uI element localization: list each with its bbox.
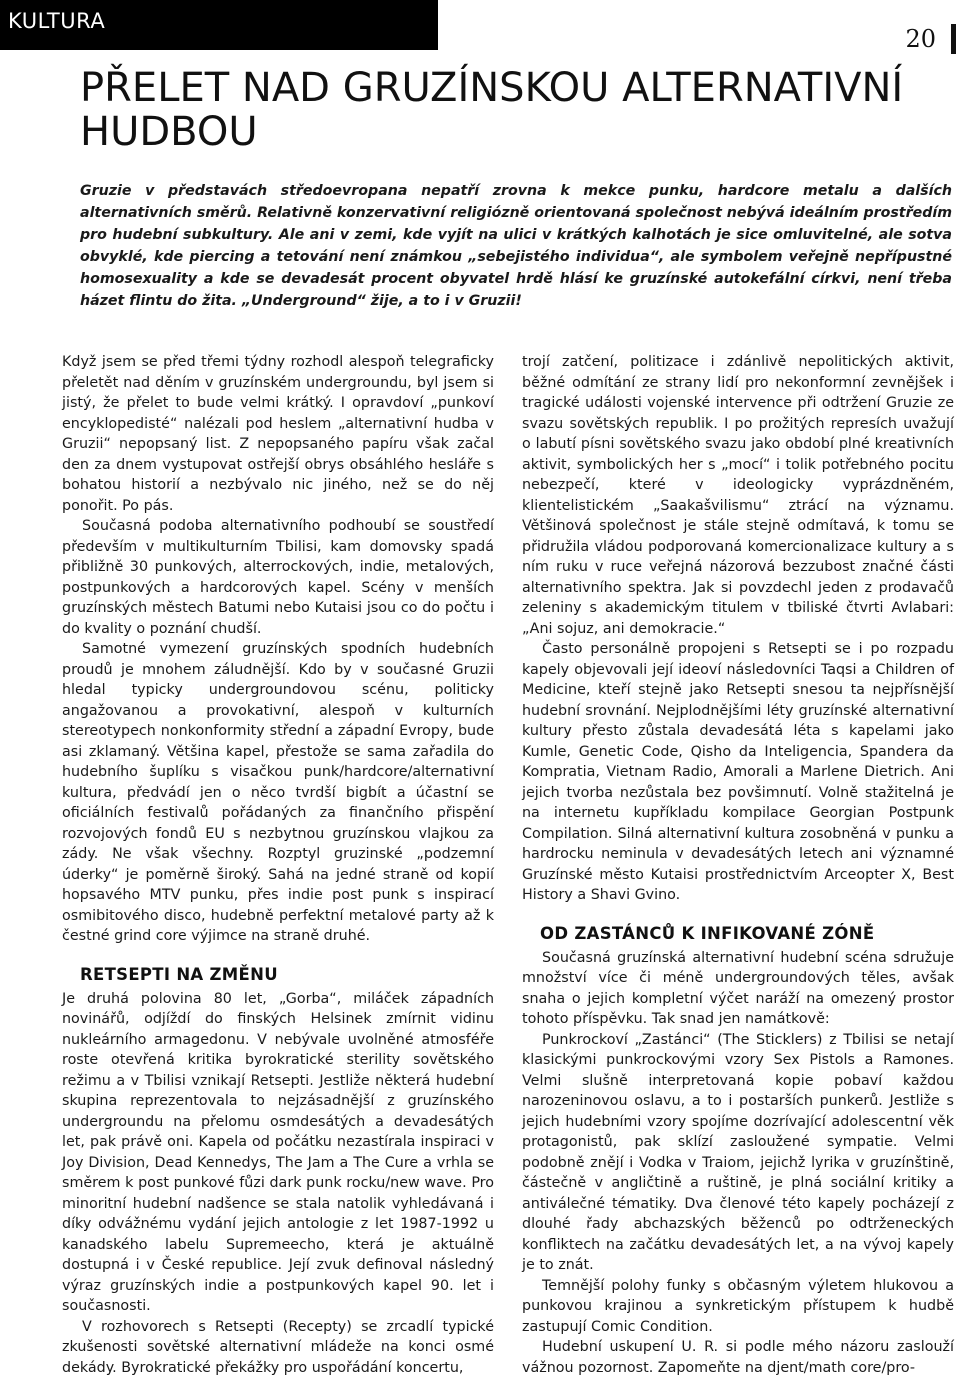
body-paragraph: Často personálně propojeni s Retsepti se i po rozpadu kapely objevovali její ideoví následovníci Taqsi a Children of Medicine, kteří stejně jako Retsepti snesou ta nejpřísnější hudební srovnání. Nejplodnějšími léty gruzínské alternativní kultury přesto zůstala devadesátá léta s kapelami jako Kumle, Genetic Code, Qisho da Inteligencia, Spandera da Kompratia, Vietnam Radio, Amorali a Marlene Dietrich. Ani jejich tvorba nezůstala bez povšimnutí. Volně stažitelná je na internetu kupříkladu kompilace Georgian Postpunk Compilation. Silná alternativní kultura zosobněná v punku a hardrocku neminula v devadesátých letech ani významné Gruzínské město Kutaisi prostřednictvím Arceopter X, Best History a Shavi Gvino. — [522, 641, 954, 903]
body-paragraph: Hudební uskupení U. R. si podle mého názoru zaslouží vážnou pozornost. Zapomeňte na djent/math core/pro- — [522, 1339, 954, 1376]
section-heading: RETSEPTI NA ZMĚNU — [80, 964, 278, 984]
body-paragraph: Současná podoba alternativního podhoubí se soustředí především v multikulturním Tbilisi, kam domovsky spadá přibližně 30 punkových, alterrockových, indie, metalových, postpunkových a hardcorových kapel. Scény v menších gruzínských městech Batumi nebo Kutaisi jsou co do počtu i do kvality o poznání chudší. — [62, 518, 494, 637]
body-paragraph: Je druhá polovina 80 let, „Gorba“, miláček západních novinářů, odjíždí do finských Helsinek zmírnit vidinu nukleárního armagedonu. V nebývale uvolněné atmosféře roste otevřená kritika byrokratické sterility sovětského režimu a v Tbilisi vznikají Retsepti. Jestliže některá hudební skupina reprezentovala to nejzásadnější z gruzínského undergroundu na přelomu osmdesátých a devadesátých let, pak právě oni. Kapela od počátku nezastírala inspiraci v Joy Division, Dead Kennedys, The Jam a The Cure a vrhla se směrem k post punkové fůzi dark punk rocku/new wave. Pro minoritní hudební nadšence se stala natolik vyhledávaná i díky odvážnému vydání jejich antologie z let 1987-1992 u kanadského labelu Supremeecho, která je aktuálně dostupná i v České republice. Její zvuk definoval následný výraz gruzínských indie a postpunkových kapel 90. let i současnosti. — [62, 990, 494, 1314]
right-column — [522, 352, 954, 1378]
body-paragraph: Temnější polohy funky s občasným výletem hlukovou a punkovou krajinou a synkretickým přístupem k hudbě zastupují Comic Condition. — [522, 1277, 954, 1335]
section-heading: OD ZASTÁNCŮ K INFIKOVANÉ ZÓNĚ — [540, 923, 875, 943]
body-paragraph: Samotné vymezení gruzínských spodních hudebních proudů je mnohem záludnější. Kdo by v současné Gruzii hledal typicky undergroundovou scénu, politicky angažovanou a provokativní, alespoň v kulturních stereotypech nonkonformity střední a západní Evropy, bude asi zklamaný. Většina kapel, přestože se sama zařadila do hudebního šuplíku s visačkou punk/hardcore/alternativní kultura, předvádí jen o něco tvrdší bigbít a účastní se oficiálních festivalů pořádaných za finančního přispění rozvojových fondů EU s nezbytnou gruzínskou vlajkou za zády. Ne však všechny. Rozptyl gruzinské „podzemní úderky“ je poměrně široký. Sahá na jedné straně od kopií hopsavého MTV punku, přes indie post punk s inspirací osmibitového disco, hudebně perfektní metalové party až k čestné grind core výjimce na straně druhé. — [62, 641, 494, 944]
article-lead: Gruzie v představách středoevropana nepatří zrovna k mekce punku, hardcore metalu a dalších alternativních směrů. Relativně konzervativní religiózně orientovaná společnost nebývá ideálním prostředím pro hudební subkultury. Ale ani v zemi, kde vyjít na ulici v krátkých kalhotách je sice omluvitelné, ale sotva obvyklé, kde piercing a tetování není známkou „sebejistého individua“, ale symbolem veřejně nepřípustné homosexuality a kde se devadesát procent obyvatel hrdě hlásí ke gruzínské autokefální církvi, není třeba házet flintu do žita. „Underground“ žije, a to i v Gruzii! — [80, 183, 952, 309]
body-paragraph: Když jsem se před třemi týdny rozhodl alespoň telegraficky přeletět nad děním v gruzínském undergroundu, byl jsem si jistý, že přelet to bude velmi krátký. I opravdoví „punkoví encyklopedisté“ nalézali pod heslem „alternativní hudba v Gruzii“ nepopsaný list. Z nepopsaného papíru však začal den za dnem vystupovat ostřejší obrys obsáhlého hesláře s bohatou historií a nezbývalo nic jiného, než se do něj ponořit. Po pás. — [62, 354, 494, 514]
section-label: KULTURA — [0, 0, 438, 50]
left-column — [62, 352, 494, 1378]
body-paragraph: V rozhovorech s Retsepti (Recepty) se zrcadlí typické zkušenosti sovětské alternativní mládeže na konci osmé dekády. Byrokratické překážky pro uspořádání koncertu, — [62, 1318, 494, 1376]
body-paragraph: Punkrockoví „Zastánci“ (The Sticklers) z Tbilisi se netají klasickými punkrockovými vzory Sex Pistols a Ramones. Velmi slušně interpretovaná kopie pobaví každou narozeninovou oslavu, a to i postarších punkerů. Jestliže s jejich hudebními vzory spojíme dozrívající adolescentní věk protagonistů, pak sklízí zasloužené sympatie. Velmi podobně znějí i Vodka v Traiom, jejichž lyrika v gruzínštině, částečně v angličtině a ruštině, je plná sociální kritiky a antiválečné tématiky. Dva členové této kapely pocházejí z dlouhé řady abchazských běženců po odtrženeckých konfliktech na začátku devadesátých let, a na vývoj kapely je to znát. — [522, 1031, 954, 1273]
body-paragraph: Současná gruzínská alternativní hudební scéna sdružuje množství více či méně undergroundových těles, avšak snaha o jejich kompletní výčet naráží na omezený prostor tohoto příspěvku. Tak snad jen namátkově: — [522, 949, 954, 1027]
article-title: PŘELET NAD GRUZÍNSKOU ALTERNATIVNÍ HUDBOU — [80, 65, 904, 155]
body-paragraph: trojí zatčení, politizace i zdánlivě nepolitických aktivit, běžné odmítání ze strany lidí pro nekonformní zevnějšek i tragické události vojenské intervence při odtržení Gruzie ze svazu sovětských republik. I po prožitých represích uvažují o labutí písni sovětského svazu jako období plné kreativních aktivit, symbolických her s „mocí“ i tolik potřebného pocitu nebezpečí, které v ideologicky vyprázdněném, klientelistickém „Saakašvilismu“ ztrácí na významu. Většinová společnost je stále stejně odmítavá, k tomu se přidružila vládou podporovaná komercionalizace kultury a s ním ruku v ruce veřejná názorová bezzubost značné části alternativního spektra. Jak si povzdechl jeden z prodavačů zeleniny s akademickým titulem v tbiliské čtvrti Avlabari: „Ani sojuz, ani demokracie.“ — [522, 354, 954, 637]
page-number: 20 — [905, 25, 936, 53]
page-number-rule — [951, 24, 956, 54]
